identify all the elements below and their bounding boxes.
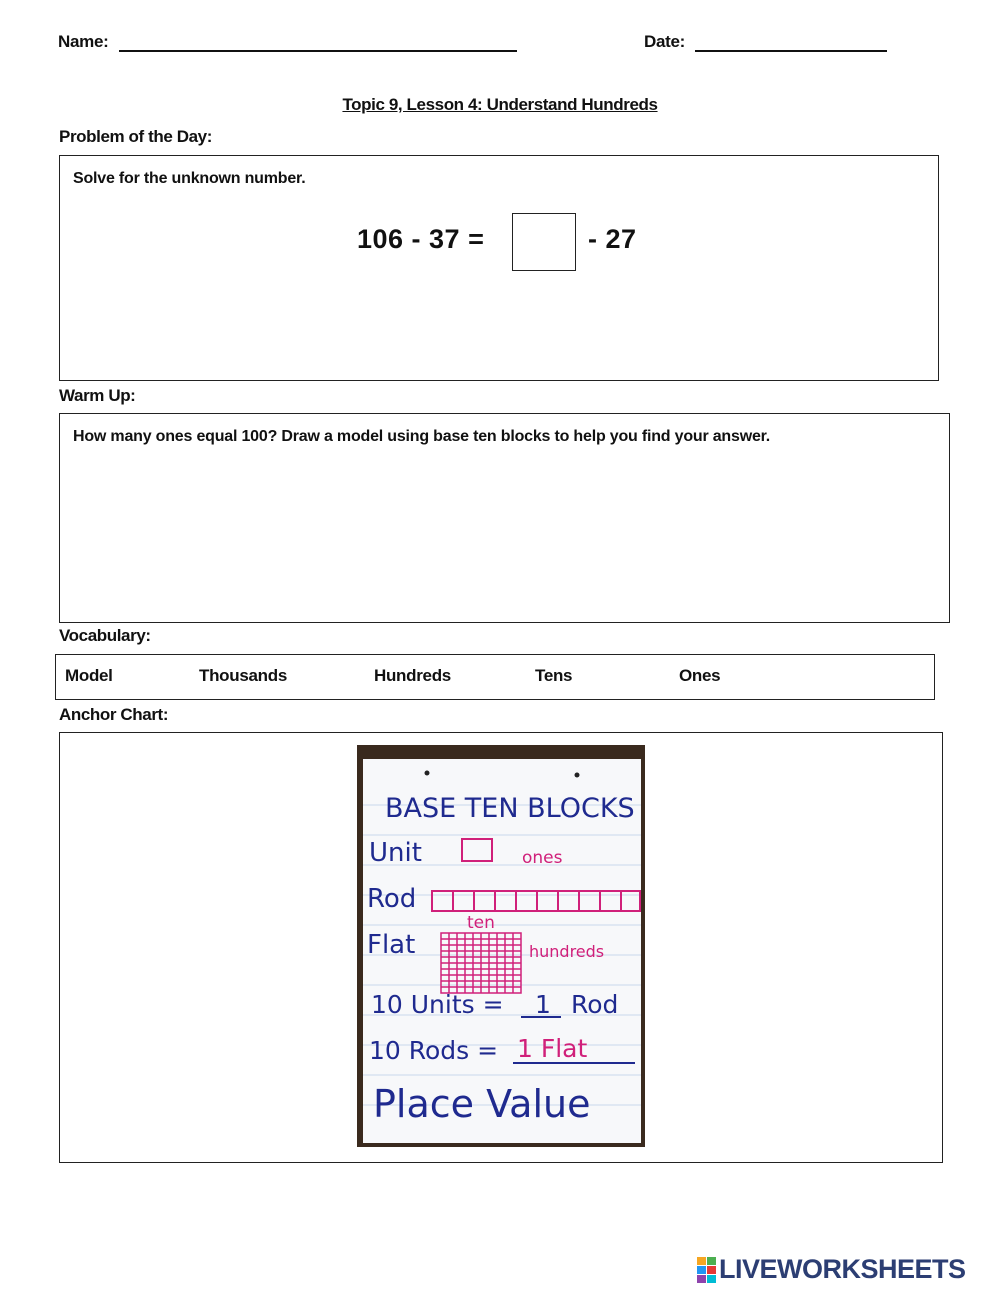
vocab-term: Ones [679,666,721,685]
anchor-chart-box [59,732,943,1163]
poster-footer: Place Value [373,1082,591,1126]
page-title: Topic 9, Lesson 4: Understand Hundreds [342,95,658,114]
vocab-term: Hundreds [374,666,451,685]
logo-blocks-icon [697,1257,716,1283]
equation-units-answer: 1 [535,990,551,1019]
vocabulary-box [55,654,935,700]
vocab-term: Thousands [199,666,287,685]
date-field[interactable] [644,32,887,52]
problem-box [59,155,939,381]
equation-units-right: Rod [571,990,619,1019]
warmup-box[interactable] [59,413,950,623]
name-label: Name: [58,32,109,51]
equation-rods-left: 10 Rods = [369,1036,499,1065]
equation-left: 106 - 37 = [357,224,485,254]
logo-text: LIVEWORKSHEETS [719,1254,966,1284]
flat-note: hundreds [529,942,605,961]
name-field[interactable] [58,32,517,52]
date-label: Date: [644,32,686,51]
equation-rods-answer: 1 Flat [517,1034,588,1063]
vocab-term: Tens [535,666,573,685]
equation-right: - 27 [588,224,637,254]
rod-note: ten [467,913,495,933]
equation-units-left: 10 Units = [371,990,504,1019]
warmup-section-title: Warm Up: [59,386,136,405]
problem-prompt: Solve for the unknown number. [73,170,306,187]
vocabulary-section-title: Vocabulary: [59,626,151,645]
anchor-chart-section-title: Anchor Chart: [59,705,169,724]
poster-title: BASE TEN BLOCKS [385,793,635,824]
unit-note: ones [522,848,563,868]
vocab-term: Model [65,666,113,685]
flat-label: Flat [367,930,416,960]
liveworksheets-logo [697,1254,966,1285]
warmup-prompt: How many ones equal 100? Draw a model using base ten blocks to help you find your answer. [73,428,771,445]
unknown-answer-box[interactable] [512,213,576,271]
date-line[interactable] [695,50,887,52]
problem-section-title: Problem of the Day: [59,127,212,146]
name-line[interactable] [119,50,517,52]
unit-label: Unit [369,838,422,868]
anchor-chart-poster [357,745,645,1147]
rod-label: Rod [367,884,417,914]
